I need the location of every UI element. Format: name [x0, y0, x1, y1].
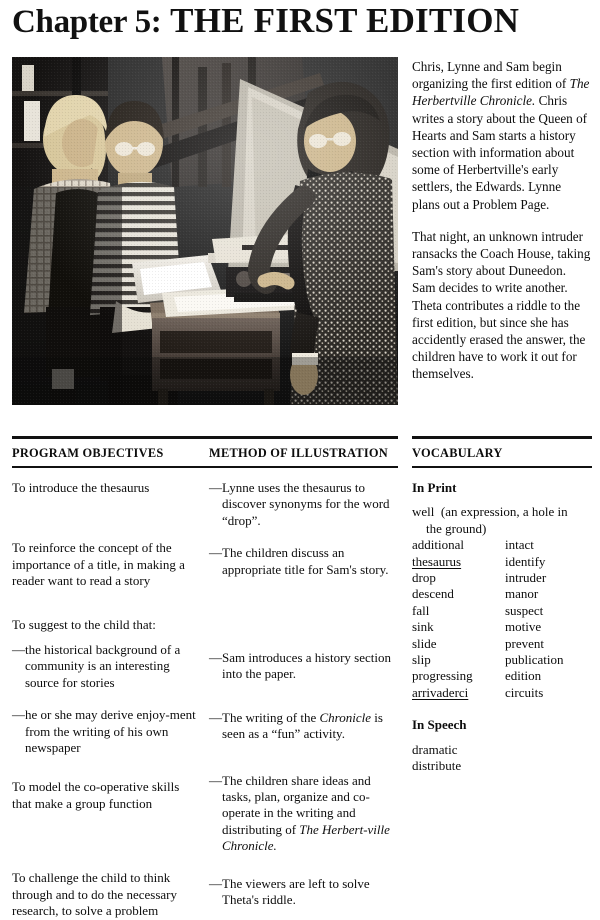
- objective-sub-item-text: he or she may derive enjoy-ment from the writing of his own newspaper: [25, 707, 196, 756]
- em-dash-marker: —: [209, 480, 222, 495]
- method-item-text: The viewers are left to solve Theta's riddle.: [222, 875, 370, 908]
- photograph-illustration: [12, 57, 398, 405]
- publication-title-italic: The Herbert-ville Chronicle.: [222, 821, 390, 854]
- vocabulary-word: descend: [412, 586, 454, 602]
- vocabulary-word: suspect: [505, 602, 544, 618]
- em-dash-marker: —: [12, 707, 25, 723]
- vocabulary-word: progressing: [412, 668, 473, 684]
- vocabulary-word: slide: [412, 635, 437, 651]
- vocabulary-word: distribute: [412, 758, 462, 774]
- header-rule-top-vocabulary: [412, 436, 592, 439]
- vocabulary-word: slip: [412, 652, 431, 668]
- page-title: [12, 0, 592, 44]
- synopsis-p1-part-a: Chris, Lynne and Sam begin organizing the first edition of: [412, 59, 570, 92]
- header-rule-top-left: [12, 436, 398, 439]
- chapter-photograph: [12, 57, 398, 405]
- objective-item: To reinforce the concept of the importance of a title, in making a reader want to read a story: [12, 540, 185, 589]
- chapter-synopsis: [412, 58, 592, 398]
- method-item: [209, 650, 399, 683]
- chapter-number-label: Chapter 5:: [12, 4, 162, 40]
- objective-sub-item: [12, 642, 202, 691]
- em-dash-marker: —: [209, 545, 222, 561]
- method-item: [209, 773, 399, 855]
- method-item-text: [222, 710, 383, 741]
- vocabulary-word: intact: [505, 537, 534, 553]
- vocabulary-word: publication: [505, 652, 564, 668]
- publication-title-italic: Chronicle: [319, 709, 371, 725]
- vocabulary-word: well: [412, 504, 435, 520]
- column-header-vocabulary: VOCABULARY: [412, 446, 503, 460]
- header-rule-bottom-left: [12, 466, 398, 468]
- em-dash-marker: —: [209, 709, 222, 725]
- publication-title-italic: The Herbertville Chronicle.: [412, 76, 590, 109]
- synopsis-paragraph-2: That night, an unknown intruder ransacks the Coach House, taking Sam's story about Duneedon. Sam decides to write another. Theta contributes a riddle to the first edition, but since she has accidently erased the answer, the children have to work it out for themselves.: [412, 228, 591, 382]
- vocabulary-word-grid: [412, 537, 594, 701]
- vocabulary-word: motive: [505, 619, 542, 635]
- method-item: [209, 710, 399, 743]
- method-item: [209, 545, 399, 578]
- objective-sub-item-text: the historical background of a community is an interesting source for stories: [25, 642, 181, 690]
- vocabulary-word: dramatic: [412, 741, 458, 757]
- vocabulary-entry-well: [412, 504, 594, 537]
- column-header-program-objectives: PROGRAM OBJECTIVES: [12, 446, 164, 460]
- objective-sub-item: [12, 707, 202, 756]
- vocabulary-word: identify: [505, 553, 546, 569]
- column-header-method-of-illustration: METHOD OF ILLUSTRATION: [209, 446, 388, 460]
- vocabulary-subheading-in-speech: In Speech: [412, 717, 467, 733]
- objective-item: To model the co-operative skills that make a group function: [12, 779, 180, 811]
- method-item: [209, 480, 399, 529]
- method-item-text: Lynne uses the thesaurus to discover synonyms for the word “drop”.: [222, 480, 390, 528]
- method-item-text-a: The children share ideas and tasks, plan, organize and co-operate in the writing and distributing of: [222, 772, 371, 837]
- em-dash-marker: —: [209, 772, 222, 788]
- vocabulary-word: arrivaderci: [412, 684, 469, 700]
- method-item: [209, 876, 399, 909]
- vocabulary-word: drop: [412, 570, 436, 586]
- vocabulary-word: sink: [412, 619, 434, 635]
- objective-item: To challenge the child to think through and to do the necessary research, to solve a problem: [12, 870, 177, 919]
- header-rule-bottom-vocabulary: [412, 466, 592, 468]
- vocabulary-word: intruder: [505, 570, 547, 586]
- vocabulary-word: fall: [412, 602, 430, 618]
- synopsis-paragraph-1: [412, 58, 592, 213]
- em-dash-marker: —: [209, 875, 222, 891]
- method-item-text: [222, 773, 390, 854]
- em-dash-marker: —: [12, 642, 25, 658]
- vocabulary-speech-list: [412, 742, 594, 775]
- vocabulary-column: [412, 480, 594, 775]
- vocabulary-subheading-in-print: In Print: [412, 480, 457, 495]
- vocabulary-word: edition: [505, 668, 542, 684]
- method-of-illustration-column: [209, 480, 399, 918]
- vocabulary-word: circuits: [505, 684, 544, 700]
- vocabulary-word: prevent: [505, 635, 544, 651]
- vocabulary-gloss-line-1: (an expression, a hole in: [440, 504, 568, 520]
- objective-item: To introduce the thesaurus: [12, 480, 150, 495]
- vocabulary-word: manor: [505, 586, 539, 602]
- em-dash-marker: —: [209, 650, 222, 666]
- method-item-text: The children discuss an appropriate title for Sam's story.: [222, 545, 389, 577]
- method-item-text: Sam introduces a history section into the paper.: [222, 650, 391, 682]
- vocabulary-spacer: [412, 701, 594, 717]
- vocabulary-gloss-line-2: the ground): [426, 520, 487, 536]
- method-item-text-b: is seen as a “fun” activity.: [222, 709, 383, 742]
- method-item-text-a: The writing of the: [222, 709, 320, 725]
- vocabulary-word: additional: [412, 537, 464, 553]
- vocabulary-word: thesaurus: [412, 553, 462, 569]
- program-objectives-column: [12, 480, 202, 920]
- chapter-title-text: THE FIRST EDITION: [170, 1, 520, 40]
- synopsis-p1-part-b: Chris writes a story about the Queen of Hearts and Sam starts a history section with information about some of Herbertville's early settlers, the Edwards. Lynne plans out a Problem Page.: [412, 93, 588, 212]
- objective-item: To suggest to the child that:: [12, 616, 156, 632]
